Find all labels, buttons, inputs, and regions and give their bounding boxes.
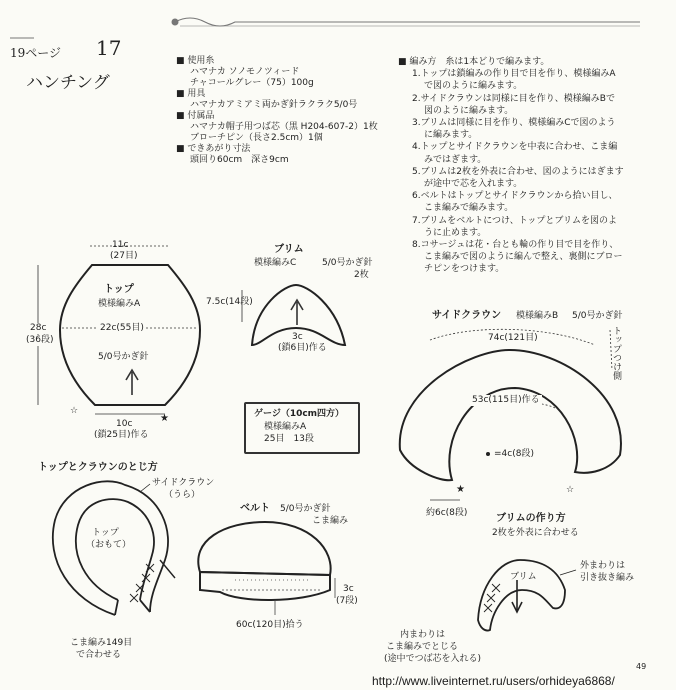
page-number: 49 [636, 662, 647, 671]
top-height-rows: (36段) [26, 335, 54, 345]
top-width-label: 11c [112, 240, 129, 250]
belt-diagram [198, 522, 330, 600]
brim-base: 3c [292, 332, 303, 342]
accessories-heading: ■ 付属品 [176, 111, 215, 121]
joining-top: トップ [92, 528, 119, 538]
side-crown-outer: 74c(121目) [488, 333, 538, 343]
instruction-line: に編みます。 [424, 130, 478, 141]
pattern-number: 17 [96, 36, 122, 60]
yarn-heading: ■ 使用糸 [176, 56, 215, 66]
side-crown-hook: 5/0号かぎ針 [572, 311, 623, 321]
belt-hook: 5/0号かぎ針 [280, 504, 331, 514]
instruction-line: 1.トップは鎖編みの作り目で目を作り、模様編みA [412, 69, 616, 80]
page-ref: 19ページ [10, 46, 62, 60]
yarn-line1: ハマナカ ソノモノツィード [190, 67, 300, 77]
instructions-heading: ■ 編み方 糸は1本どりで編みます。 [398, 57, 550, 67]
tools-line: ハマナカアミアミ両かぎ針ラクラク5/0号 [190, 100, 358, 110]
brim-make-outer2: 引き抜き編み [580, 573, 635, 583]
belt-pickup: 60c(120目)拾う [236, 620, 304, 630]
instruction-line: 8.コサージュは花・台とも輪の作り目で目を作り、 [412, 240, 619, 251]
brim-count: 2枚 [354, 270, 369, 280]
brim-height: 7.5c(14段) [206, 297, 253, 307]
brim-make-note: 2枚を外表に合わせる [492, 528, 579, 538]
side-crown-inner: 53c(115目)作る [472, 395, 540, 405]
svg-text:☆: ☆ [566, 485, 575, 495]
svg-text:★: ★ [456, 484, 465, 495]
gauge-values: 25目 13段 [264, 434, 314, 444]
brim-pattern: 模様編みC [254, 258, 297, 268]
belt-stitch: こま編み [312, 516, 349, 526]
instruction-line: が途中で芯を入れます。 [424, 179, 523, 190]
instruction-line: 7.ブリムをベルトにつけ、トップとブリムを図のよ [412, 215, 618, 226]
tools-heading: ■ 用具 [176, 89, 206, 99]
instruction-line: 図のように編みます。 [424, 105, 514, 116]
instruction-line: 2.サイドクラウンは同様に目を作り、模様編みBで [412, 93, 615, 104]
materials-section [176, 56, 378, 166]
top-hook: 5/0号かぎ針 [98, 352, 149, 362]
svg-text:★: ★ [160, 413, 169, 424]
side-crown-title: サイドクラウン [432, 310, 502, 321]
header-ornament [10, 18, 640, 38]
side-crown-end: 約6c(8段) [426, 508, 468, 518]
brim-base-rows: (鎖6目)作る [278, 343, 327, 353]
instruction-line: 5.ブリムは2枚を外表に合わせ、図のようにはぎます [412, 166, 624, 177]
joining-title: トップとクラウンのとじ方 [38, 462, 158, 473]
side-crown-pattern: 模様編みB [516, 311, 559, 321]
brim-make-brim: ブリム [510, 572, 537, 582]
belt-height: 3c [343, 584, 354, 594]
brim-make-title: ブリムの作り方 [496, 513, 566, 524]
size-line: 頭回り60cm 深さ9cm [190, 155, 289, 165]
size-heading: ■ できあがり寸法 [176, 144, 251, 154]
brim-hook: 5/0号かぎ針 [322, 258, 373, 268]
instruction-line: で図のように編みます。 [424, 81, 523, 92]
brim-make-inner3: (途中でつば芯を入れる) [384, 654, 482, 664]
top-width-rows: (27目) [110, 251, 138, 261]
joining-note1: こま編み149目 [70, 638, 133, 648]
accessories-line1: ハマナカ帽子用つば芯（黒 H204-607-2）1枚 [190, 122, 378, 132]
top-bottom-rows: (鎖25目)作る [94, 430, 149, 440]
brim-title: ブリム [274, 244, 304, 255]
brim-make-inner2: こま編みでとじる [386, 642, 459, 652]
belt-title: ベルト [240, 503, 270, 514]
gauge-title: ゲージ（10cm四方） [254, 409, 345, 419]
page-title: ハンチング [26, 73, 110, 93]
instruction-line: みではぎます。 [424, 154, 487, 165]
joining-top-sub: （おもて） [86, 540, 132, 550]
top-height: 28c [30, 323, 47, 333]
yarn-line2: チャコールグレー（75）100g [190, 78, 314, 88]
gauge-pattern: 模様編みA [264, 422, 307, 432]
instructions-section [398, 56, 624, 276]
belt-height-rows: (7段) [336, 596, 358, 606]
source-url: http://www.liveinternet.ru/users/orhideya6868/ [372, 674, 615, 688]
instruction-line: 6.ベルトはトップとサイドクラウンから拾い目し、 [412, 191, 618, 202]
instruction-line: うに止めます。 [424, 227, 487, 238]
brim-make-inner1: 内まわりは [400, 630, 446, 640]
svg-text:☆: ☆ [70, 406, 79, 416]
side-crown-top-side: トップつけ側 [611, 326, 621, 380]
joining-side-crown: サイドクラウン [152, 478, 215, 488]
top-middle-width: 22c(55目) [100, 323, 144, 333]
side-crown-diagram [400, 350, 621, 480]
gauge-box [244, 402, 360, 454]
instruction-line: 4.トップとサイドクラウンを中表に合わせ、こま編 [412, 142, 618, 153]
instruction-line: チピンをつけます。 [424, 264, 505, 275]
instruction-line: こま編みで図のように編んで整え、裏側にブロー [424, 252, 623, 263]
instruction-line: 3.ブリムは同様に目を作り、模様編みCで図のよう [412, 118, 616, 129]
brim-make-diagram [478, 560, 565, 631]
top-pattern: 模様編みA [98, 299, 141, 309]
brim-make-outer1: 外まわりは [580, 561, 626, 571]
top-bottom-width: 10c [116, 419, 133, 429]
accessories-line2: ブローチピン（長さ2.5cm）1個 [190, 133, 323, 143]
joining-side-crown-sub: （うら） [164, 490, 201, 500]
instruction-line: こま編みで編みます。 [424, 203, 514, 214]
top-title: トップ [104, 284, 134, 295]
joining-note2: で合わせる [76, 650, 122, 660]
side-crown-depth: =4c(8段) [494, 449, 534, 459]
